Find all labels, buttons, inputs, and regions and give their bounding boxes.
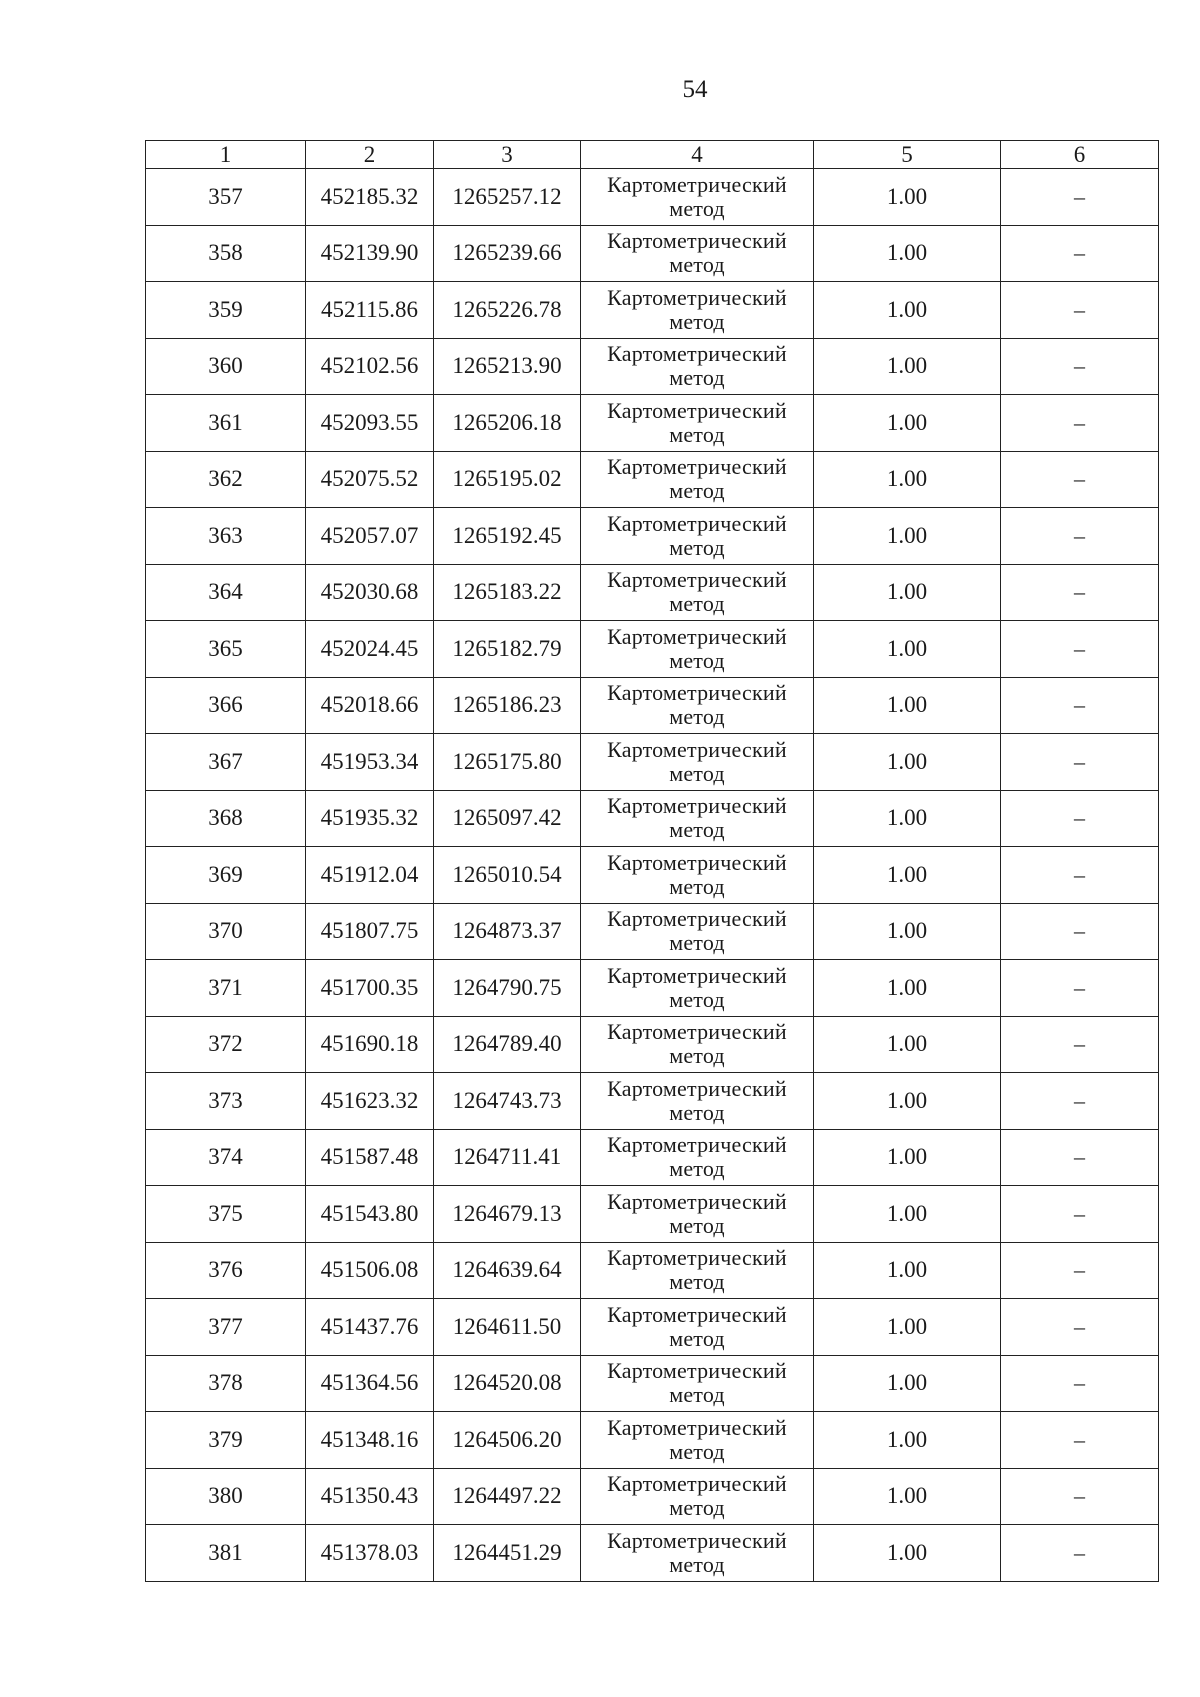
point-number-cell: 370	[146, 903, 306, 960]
y-coordinate-cell: 1265175.80	[434, 734, 581, 791]
y-coordinate-cell: 1265195.02	[434, 451, 581, 508]
note-cell: –	[1001, 734, 1159, 791]
accuracy-cell: 1.00	[814, 903, 1001, 960]
table-row	[146, 282, 1159, 339]
y-coordinate-cell: 1264711.41	[434, 1129, 581, 1186]
note-cell: –	[1001, 960, 1159, 1017]
table-row	[146, 1468, 1159, 1525]
method-line: метод	[669, 1495, 725, 1521]
method-line: Картометрический	[607, 1132, 787, 1158]
method-cell	[581, 1468, 814, 1525]
method-line: Картометрический	[607, 962, 787, 988]
table-row	[146, 1299, 1159, 1356]
note-cell: –	[1001, 395, 1159, 452]
x-coordinate-cell: 452139.90	[306, 225, 434, 282]
table-row	[146, 451, 1159, 508]
note-cell: –	[1001, 1073, 1159, 1130]
method-line: Картометрический	[607, 1471, 787, 1497]
method-cell	[581, 790, 814, 847]
method-cell	[581, 508, 814, 565]
column-header-5: 5	[814, 141, 1001, 169]
method-line: Картометрический	[607, 793, 787, 819]
method-cell	[581, 1412, 814, 1469]
method-line: метод	[669, 591, 725, 617]
table-row	[146, 1073, 1159, 1130]
method-cell	[581, 395, 814, 452]
table-row	[146, 508, 1159, 565]
accuracy-cell: 1.00	[814, 1186, 1001, 1243]
table-row	[146, 1242, 1159, 1299]
point-number-cell: 381	[146, 1525, 306, 1582]
point-number-cell: 376	[146, 1242, 306, 1299]
method-cell	[581, 451, 814, 508]
y-coordinate-cell: 1265186.23	[434, 677, 581, 734]
column-header-6: 6	[1001, 141, 1159, 169]
column-header-3: 3	[434, 141, 581, 169]
table-row	[146, 790, 1159, 847]
method-line: метод	[669, 534, 725, 560]
accuracy-cell: 1.00	[814, 508, 1001, 565]
method-line: Картометрический	[607, 341, 787, 367]
method-line: Картометрический	[607, 284, 787, 310]
point-number-cell: 358	[146, 225, 306, 282]
y-coordinate-cell: 1264679.13	[434, 1186, 581, 1243]
x-coordinate-cell: 452030.68	[306, 564, 434, 621]
method-line: Картометрический	[607, 680, 787, 706]
accuracy-cell: 1.00	[814, 564, 1001, 621]
x-coordinate-cell: 452075.52	[306, 451, 434, 508]
note-cell: –	[1001, 225, 1159, 282]
method-line: метод	[669, 252, 725, 278]
accuracy-cell: 1.00	[814, 1468, 1001, 1525]
point-number-cell: 357	[146, 169, 306, 226]
table-row	[146, 1016, 1159, 1073]
accuracy-cell: 1.00	[814, 1355, 1001, 1412]
note-cell: –	[1001, 508, 1159, 565]
method-line: метод	[669, 1438, 725, 1464]
table-row	[146, 1186, 1159, 1243]
x-coordinate-cell: 451348.16	[306, 1412, 434, 1469]
y-coordinate-cell: 1264520.08	[434, 1355, 581, 1412]
method-line: метод	[669, 478, 725, 504]
method-line: Картометрический	[607, 849, 787, 875]
point-number-cell: 380	[146, 1468, 306, 1525]
x-coordinate-cell: 451378.03	[306, 1525, 434, 1582]
point-number-cell: 374	[146, 1129, 306, 1186]
point-number-cell: 366	[146, 677, 306, 734]
method-cell	[581, 1242, 814, 1299]
method-line: Картометрический	[607, 1075, 787, 1101]
y-coordinate-cell: 1265226.78	[434, 282, 581, 339]
table-row	[146, 1129, 1159, 1186]
y-coordinate-cell: 1264873.37	[434, 903, 581, 960]
column-header-2: 2	[306, 141, 434, 169]
point-number-cell: 365	[146, 621, 306, 678]
x-coordinate-cell: 451364.56	[306, 1355, 434, 1412]
table-header	[146, 141, 1159, 169]
y-coordinate-cell: 1265192.45	[434, 508, 581, 565]
method-line: метод	[669, 1551, 725, 1577]
y-coordinate-cell: 1264639.64	[434, 1242, 581, 1299]
accuracy-cell: 1.00	[814, 847, 1001, 904]
note-cell: –	[1001, 1412, 1159, 1469]
x-coordinate-cell: 452024.45	[306, 621, 434, 678]
point-number-cell: 378	[146, 1355, 306, 1412]
table-body	[146, 169, 1159, 1582]
point-number-cell: 363	[146, 508, 306, 565]
method-line: Картометрический	[607, 1301, 787, 1327]
y-coordinate-cell: 1264789.40	[434, 1016, 581, 1073]
note-cell: –	[1001, 1016, 1159, 1073]
method-line: Картометрический	[607, 510, 787, 536]
table-row	[146, 1525, 1159, 1582]
y-coordinate-cell: 1265010.54	[434, 847, 581, 904]
method-line: метод	[669, 1043, 725, 1069]
note-cell: –	[1001, 1299, 1159, 1356]
method-cell	[581, 169, 814, 226]
accuracy-cell: 1.00	[814, 790, 1001, 847]
accuracy-cell: 1.00	[814, 734, 1001, 791]
x-coordinate-cell: 451953.34	[306, 734, 434, 791]
accuracy-cell: 1.00	[814, 1299, 1001, 1356]
method-line: метод	[669, 930, 725, 956]
accuracy-cell: 1.00	[814, 1129, 1001, 1186]
point-number-cell: 361	[146, 395, 306, 452]
method-line: Картометрический	[607, 736, 787, 762]
method-cell	[581, 564, 814, 621]
table-row	[146, 1355, 1159, 1412]
y-coordinate-cell: 1265182.79	[434, 621, 581, 678]
coordinates-table	[145, 140, 1159, 1582]
x-coordinate-cell: 451935.32	[306, 790, 434, 847]
accuracy-cell: 1.00	[814, 282, 1001, 339]
y-coordinate-cell: 1265213.90	[434, 338, 581, 395]
page-number: 54	[682, 76, 708, 103]
table-row	[146, 734, 1159, 791]
accuracy-cell: 1.00	[814, 169, 1001, 226]
x-coordinate-cell: 451350.43	[306, 1468, 434, 1525]
column-header-4: 4	[581, 141, 814, 169]
x-coordinate-cell: 451807.75	[306, 903, 434, 960]
method-line: Картометрический	[607, 1188, 787, 1214]
point-number-cell: 367	[146, 734, 306, 791]
y-coordinate-cell: 1265183.22	[434, 564, 581, 621]
x-coordinate-cell: 451543.80	[306, 1186, 434, 1243]
method-line: Картометрический	[607, 1414, 787, 1440]
method-cell	[581, 960, 814, 1017]
table-row	[146, 621, 1159, 678]
method-line: метод	[669, 647, 725, 673]
method-line: Картометрический	[607, 1245, 787, 1271]
method-cell	[581, 282, 814, 339]
point-number-cell: 359	[146, 282, 306, 339]
method-line: метод	[669, 365, 725, 391]
accuracy-cell: 1.00	[814, 395, 1001, 452]
method-line: метод	[669, 421, 725, 447]
method-line: метод	[669, 817, 725, 843]
accuracy-cell: 1.00	[814, 338, 1001, 395]
method-cell	[581, 1016, 814, 1073]
method-cell	[581, 1073, 814, 1130]
note-cell: –	[1001, 903, 1159, 960]
y-coordinate-cell: 1265097.42	[434, 790, 581, 847]
method-line: Картометрический	[607, 454, 787, 480]
note-cell: –	[1001, 1186, 1159, 1243]
method-line: метод	[669, 1212, 725, 1238]
accuracy-cell: 1.00	[814, 677, 1001, 734]
accuracy-cell: 1.00	[814, 225, 1001, 282]
method-cell	[581, 1129, 814, 1186]
accuracy-cell: 1.00	[814, 960, 1001, 1017]
point-number-cell: 373	[146, 1073, 306, 1130]
accuracy-cell: 1.00	[814, 621, 1001, 678]
method-line: метод	[669, 308, 725, 334]
x-coordinate-cell: 452185.32	[306, 169, 434, 226]
note-cell: –	[1001, 1525, 1159, 1582]
method-line: Картометрический	[607, 1019, 787, 1045]
x-coordinate-cell: 452057.07	[306, 508, 434, 565]
note-cell: –	[1001, 621, 1159, 678]
table-row	[146, 1412, 1159, 1469]
method-line: метод	[669, 1156, 725, 1182]
x-coordinate-cell: 452115.86	[306, 282, 434, 339]
method-cell	[581, 734, 814, 791]
point-number-cell: 371	[146, 960, 306, 1017]
point-number-cell: 360	[146, 338, 306, 395]
method-line: метод	[669, 760, 725, 786]
method-cell	[581, 1299, 814, 1356]
method-cell	[581, 847, 814, 904]
method-cell	[581, 621, 814, 678]
accuracy-cell: 1.00	[814, 451, 1001, 508]
accuracy-cell: 1.00	[814, 1525, 1001, 1582]
method-cell	[581, 225, 814, 282]
point-number-cell: 377	[146, 1299, 306, 1356]
note-cell: –	[1001, 790, 1159, 847]
method-line: метод	[669, 1099, 725, 1125]
x-coordinate-cell: 451506.08	[306, 1242, 434, 1299]
y-coordinate-cell: 1265239.66	[434, 225, 581, 282]
note-cell: –	[1001, 451, 1159, 508]
method-line: метод	[669, 986, 725, 1012]
table-row	[146, 903, 1159, 960]
table-row	[146, 169, 1159, 226]
note-cell: –	[1001, 1468, 1159, 1525]
note-cell: –	[1001, 847, 1159, 904]
x-coordinate-cell: 451700.35	[306, 960, 434, 1017]
y-coordinate-cell: 1264451.29	[434, 1525, 581, 1582]
x-coordinate-cell: 451437.76	[306, 1299, 434, 1356]
x-coordinate-cell: 451587.48	[306, 1129, 434, 1186]
method-line: Картометрический	[607, 228, 787, 254]
table-row	[146, 564, 1159, 621]
x-coordinate-cell: 451623.32	[306, 1073, 434, 1130]
method-line: Картометрический	[607, 623, 787, 649]
x-coordinate-cell: 452018.66	[306, 677, 434, 734]
point-number-cell: 364	[146, 564, 306, 621]
method-line: метод	[669, 1325, 725, 1351]
table-row	[146, 225, 1159, 282]
table-row	[146, 847, 1159, 904]
y-coordinate-cell: 1264743.73	[434, 1073, 581, 1130]
accuracy-cell: 1.00	[814, 1073, 1001, 1130]
table-row	[146, 395, 1159, 452]
point-number-cell: 362	[146, 451, 306, 508]
y-coordinate-cell: 1265257.12	[434, 169, 581, 226]
method-cell	[581, 903, 814, 960]
method-line: Картометрический	[607, 1358, 787, 1384]
method-line: метод	[669, 704, 725, 730]
accuracy-cell: 1.00	[814, 1412, 1001, 1469]
point-number-cell: 369	[146, 847, 306, 904]
y-coordinate-cell: 1264506.20	[434, 1412, 581, 1469]
method-line: метод	[669, 1382, 725, 1408]
note-cell: –	[1001, 169, 1159, 226]
method-line: Картометрический	[607, 906, 787, 932]
point-number-cell: 375	[146, 1186, 306, 1243]
note-cell: –	[1001, 338, 1159, 395]
table-row	[146, 338, 1159, 395]
table-row	[146, 677, 1159, 734]
note-cell: –	[1001, 1355, 1159, 1412]
method-line: Картометрический	[607, 397, 787, 423]
method-line: Картометрический	[607, 1527, 787, 1553]
point-number-cell: 372	[146, 1016, 306, 1073]
x-coordinate-cell: 451912.04	[306, 847, 434, 904]
y-coordinate-cell: 1265206.18	[434, 395, 581, 452]
y-coordinate-cell: 1264497.22	[434, 1468, 581, 1525]
note-cell: –	[1001, 1129, 1159, 1186]
column-header-1: 1	[146, 141, 306, 169]
method-line: метод	[669, 1269, 725, 1295]
y-coordinate-cell: 1264790.75	[434, 960, 581, 1017]
method-line: Картометрический	[607, 171, 787, 197]
point-number-cell: 368	[146, 790, 306, 847]
method-cell	[581, 677, 814, 734]
method-line: Картометрический	[607, 567, 787, 593]
note-cell: –	[1001, 677, 1159, 734]
method-cell	[581, 338, 814, 395]
method-cell	[581, 1355, 814, 1412]
method-cell	[581, 1186, 814, 1243]
note-cell: –	[1001, 1242, 1159, 1299]
accuracy-cell: 1.00	[814, 1242, 1001, 1299]
x-coordinate-cell: 452102.56	[306, 338, 434, 395]
x-coordinate-cell: 452093.55	[306, 395, 434, 452]
method-cell	[581, 1525, 814, 1582]
method-line: метод	[669, 195, 725, 221]
table-row	[146, 960, 1159, 1017]
accuracy-cell: 1.00	[814, 1016, 1001, 1073]
header-row	[146, 141, 1159, 169]
point-number-cell: 379	[146, 1412, 306, 1469]
method-line: метод	[669, 873, 725, 899]
y-coordinate-cell: 1264611.50	[434, 1299, 581, 1356]
note-cell: –	[1001, 282, 1159, 339]
x-coordinate-cell: 451690.18	[306, 1016, 434, 1073]
note-cell: –	[1001, 564, 1159, 621]
